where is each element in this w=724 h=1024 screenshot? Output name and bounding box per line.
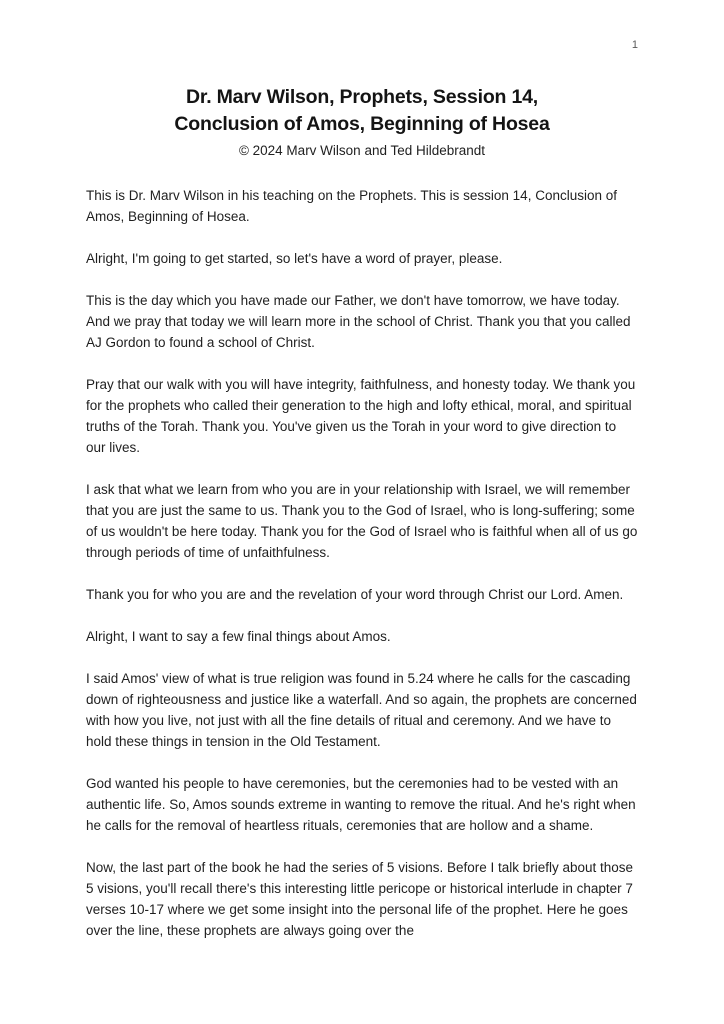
paragraph: Pray that our walk with you will have integrity, faithfulness, and honesty today. We thank you for the prophets who called their generation to the high and lofty ethical, moral, and spiritual truths of the Torah. Thank you. You've given us the Torah in your word to give direction to our lives. <box>86 377 636 455</box>
title-line-2: Conclusion of Amos, Beginning of Hosea <box>174 113 550 135</box>
document-title <box>86 84 638 138</box>
paragraph: Now, the last part of the book he had the series of 5 visions. Before I talk briefly about those 5 visions, you'll recall there's this interesting little pericope or historical interlude in chapter 7 verses 10-17 where we get some insight into the personal life of the prophet. Here he goes over the line, these prophets are always going over the <box>86 860 634 938</box>
page-number: 1 <box>631 39 638 51</box>
paragraph: Alright, I'm going to get started, so let's have a word of prayer, please. <box>86 251 503 266</box>
document-body <box>86 185 638 941</box>
copyright-line: © 2024 Marv Wilson and Ted Hildebrandt <box>238 143 486 158</box>
paragraph: Thank you for who you are and the revelation of your word through Christ our Lord. Amen. <box>86 587 624 602</box>
paragraph: God wanted his people to have ceremonies, but the ceremonies had to be vested with an authentic life. So, Amos sounds extreme in wanting to remove the ritual. And he's right when he calls for the removal of heartless rituals, ceremonies that are hollow and a shame. <box>86 776 636 833</box>
paragraph: I said Amos' view of what is true religion was found in 5.24 where he calls for the cascading down of righteousness and justice like a waterfall. And so again, the prophets are concerned with how you live, not just with all the fine details of ritual and ceremony. And we have to hold these things in tension in the Old Testament. <box>86 671 637 749</box>
title-line-1: Dr. Marv Wilson, Prophets, Session 14, <box>186 86 538 108</box>
paragraph: Alright, I want to say a few final things about Amos. <box>86 629 391 644</box>
paragraph: This is Dr. Marv Wilson in his teaching on the Prophets. This is session 14, Conclusion of Amos, Beginning of Hosea. <box>86 188 617 224</box>
paragraph: I ask that what we learn from who you are in your relationship with Israel, we will remember that you are just the same to us. Thank you to the God of Israel, who is long-suffering; some of us wouldn't be here today. Thank you for the God of Israel who is faithful when all of us go through periods of time of unfaithfulness. <box>86 482 638 560</box>
paragraph: This is the day which you have made our Father, we don't have tomorrow, we have today. And we pray that today we will learn more in the school of Christ. Thank you that you called AJ Gordon to found a school of Christ. <box>86 293 631 350</box>
